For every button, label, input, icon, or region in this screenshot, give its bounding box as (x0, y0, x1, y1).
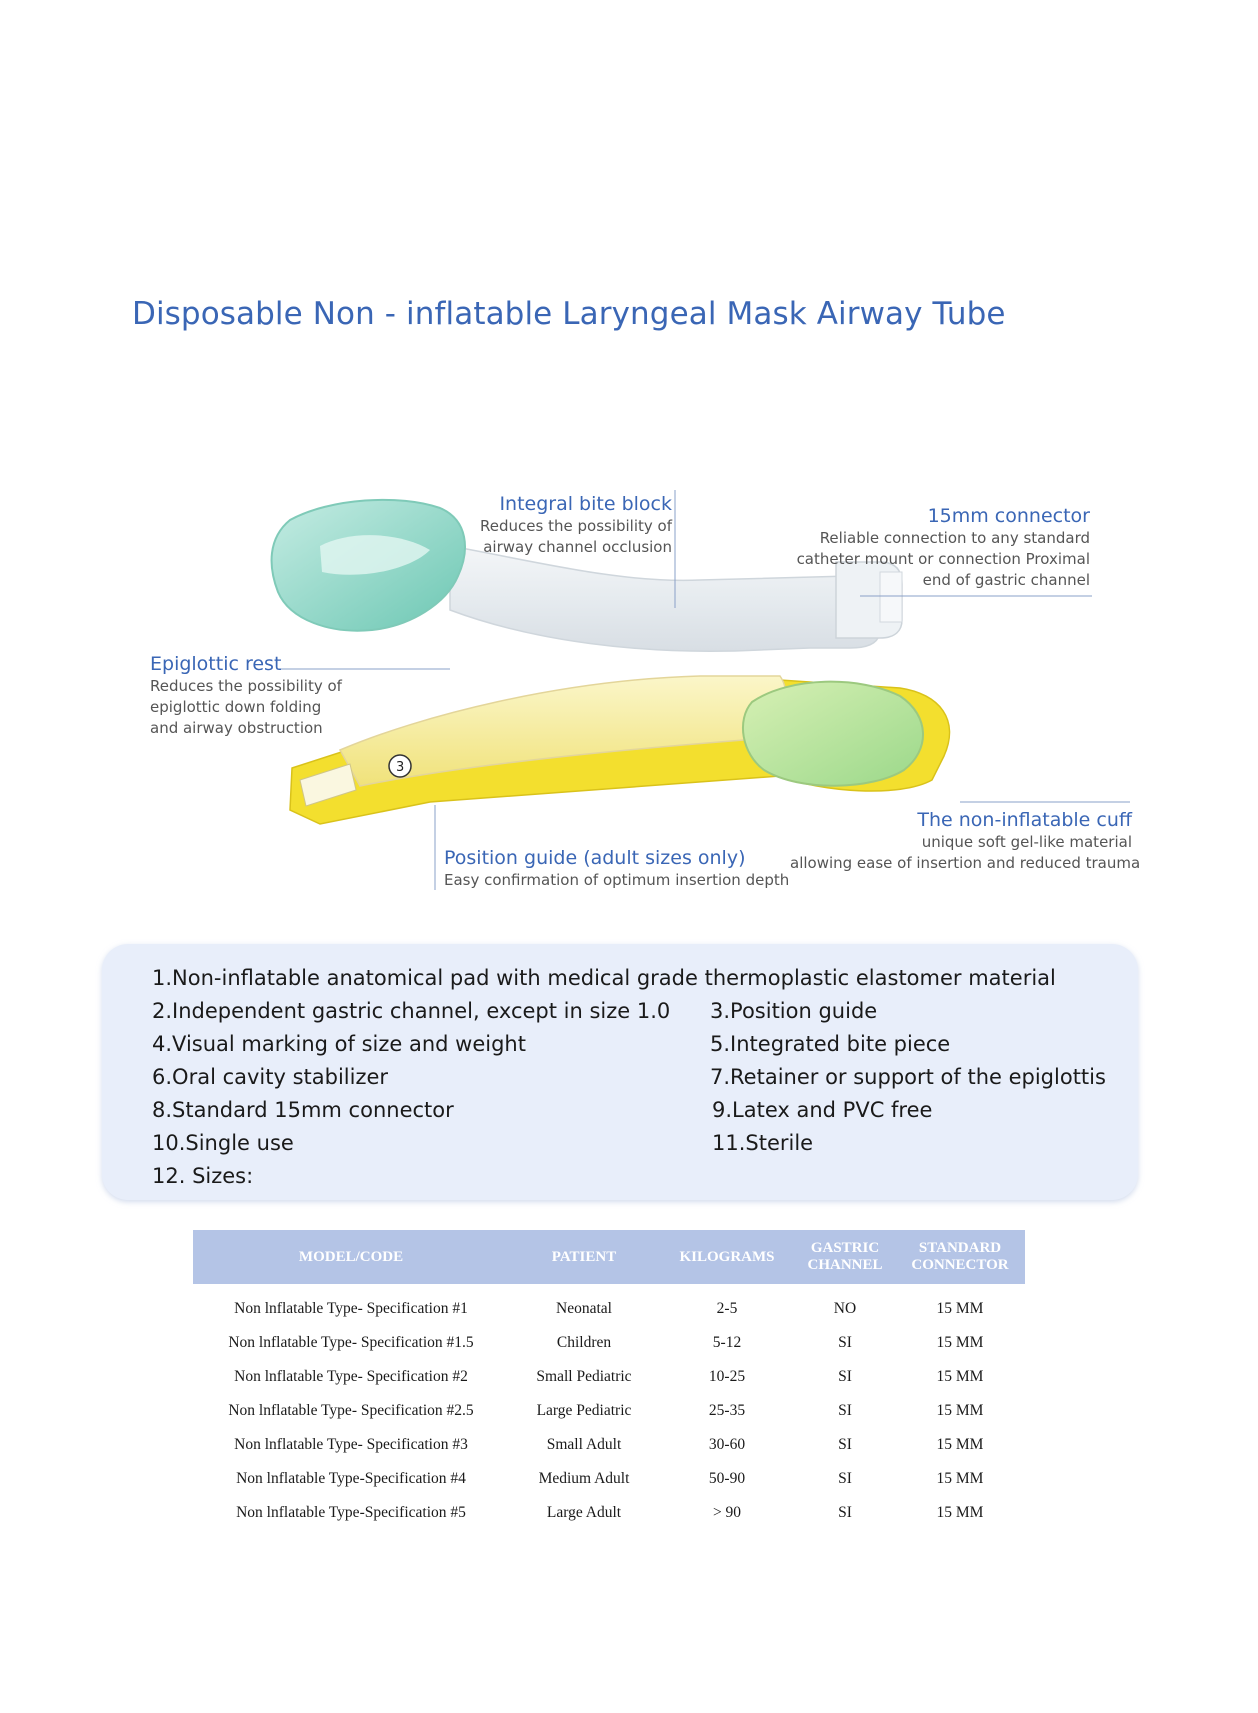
callout-title: Integral bite block (499, 493, 672, 515)
cell-connector: 15 MM (936, 1470, 984, 1487)
cell-patient: Large Pediatric (536, 1402, 632, 1419)
cell-connector: 15 MM (936, 1402, 984, 1419)
page-title: Disposable Non - inflatable Laryngeal Mask Airway Tube (132, 296, 1006, 332)
cell-model: Non lnflatable Type- Specification #2.5 (228, 1402, 474, 1419)
table-row (193, 1496, 1025, 1530)
feature-item: 9.Latex and PVC free (712, 1098, 933, 1122)
callout-cuff (790, 808, 1141, 874)
cell-model: Non lnflatable Type- Specification #2 (234, 1368, 468, 1385)
cell-gastric: NO (833, 1300, 857, 1317)
sizes-table (193, 1230, 1025, 1530)
cell-connector: 15 MM (936, 1504, 984, 1521)
callout-bite-block (470, 492, 672, 558)
table-row (193, 1462, 1025, 1496)
cell-gastric: SI (838, 1504, 852, 1521)
callout-line: allowing ease of insertion and reduced trauma (790, 854, 1141, 872)
feature-item: 11.Sterile (712, 1131, 814, 1155)
cell-kilograms: 30-60 (708, 1436, 746, 1453)
cell-patient: Small Pediatric (536, 1368, 632, 1385)
callout-line: end of gastric channel (922, 571, 1090, 589)
callout-position-guide (444, 846, 789, 891)
table-row (193, 1360, 1025, 1394)
cell-gastric: SI (838, 1402, 852, 1419)
feature-item: 5.Integrated bite piece (710, 1032, 951, 1056)
cell-model: Non lnflatable Type- Specification #1 (234, 1300, 468, 1317)
cell-model: Non lnflatable Type-Specification #5 (236, 1504, 466, 1521)
callout-title: Epiglottic rest (150, 653, 282, 675)
cell-gastric: SI (838, 1368, 852, 1385)
header-model: MODEL/CODE (193, 1230, 509, 1284)
table-row (193, 1394, 1025, 1428)
feature-item: 12. Sizes: (152, 1164, 254, 1188)
feature-item: 2.Independent gastric channel, except in size 1.0 (152, 999, 671, 1023)
callout-line: Reliable connection to any standard (819, 529, 1090, 547)
cell-kilograms: 5-12 (712, 1334, 742, 1351)
product-illustration (0, 480, 1258, 920)
cell-patient: Medium Adult (538, 1470, 630, 1487)
callout-line: Reduces the possibility of (150, 677, 342, 695)
callout-line: Reduces the possibility of (480, 517, 672, 535)
cell-patient: Small Adult (546, 1436, 622, 1453)
cell-patient: Large Adult (546, 1504, 622, 1521)
callout-title: Position guide (adult sizes only) (444, 847, 746, 869)
table-row (193, 1284, 1025, 1326)
table-row (193, 1326, 1025, 1360)
callout-line: unique soft gel-like material (921, 833, 1132, 851)
cell-kilograms: 50-90 (708, 1470, 746, 1487)
feature-item: 4.Visual marking of size and weight (152, 1032, 526, 1056)
callout-connector (780, 504, 1090, 591)
cell-connector: 15 MM (936, 1436, 984, 1453)
cell-kilograms: 25-35 (708, 1402, 746, 1419)
callout-line: and airway obstruction (150, 719, 323, 737)
cell-kilograms: 10-25 (708, 1368, 746, 1385)
cell-model: Non lnflatable Type- Specification #3 (234, 1436, 468, 1453)
callout-line: airway channel occlusion (483, 538, 672, 556)
callout-line: Easy confirmation of optimum insertion depth (444, 871, 790, 889)
callout-epiglottic (150, 652, 342, 739)
cell-connector: 15 MM (936, 1300, 984, 1317)
cell-connector: 15 MM (936, 1368, 984, 1385)
callout-title: The non-inflatable cuff (917, 809, 1132, 831)
table-header-row (193, 1230, 1025, 1284)
cell-gastric: SI (838, 1470, 852, 1487)
cell-gastric: SI (838, 1436, 852, 1453)
cell-kilograms: > 90 (712, 1504, 742, 1521)
feature-item: 1.Non-inflatable anatomical pad with medical grade thermoplastic elastomer material (152, 966, 1056, 990)
cell-gastric: SI (838, 1334, 852, 1351)
cell-kilograms: 2-5 (716, 1300, 738, 1317)
feature-item: 7.Retainer or support of the epiglottis (710, 1065, 1106, 1089)
cell-model: Non lnflatable Type-Specification #4 (236, 1470, 466, 1487)
header-connector: STANDARD CONNECTOR (895, 1230, 1025, 1284)
feature-item: 10.Single use (152, 1131, 294, 1155)
cell-patient: Children (556, 1334, 612, 1351)
callout-line: epiglottic down folding (150, 698, 322, 716)
svg-text:3: 3 (396, 760, 405, 775)
cell-connector: 15 MM (936, 1334, 984, 1351)
table-row (193, 1428, 1025, 1462)
cell-patient: Neonatal (556, 1300, 612, 1317)
lower-device (290, 676, 950, 824)
header-kilograms: KILOGRAMS (659, 1230, 795, 1284)
callout-title: 15mm connector (927, 505, 1090, 527)
header-gastric: GASTRIC CHANNEL (795, 1230, 895, 1284)
feature-item: 3.Position guide (710, 999, 878, 1023)
header-patient: PATIENT (509, 1230, 659, 1284)
cell-model: Non lnflatable Type- Specification #1.5 (228, 1334, 474, 1351)
feature-item: 8.Standard 15mm connector (152, 1098, 454, 1122)
callout-line: catheter mount or connection Proximal (796, 550, 1090, 568)
feature-item: 6.Oral cavity stabilizer (152, 1065, 389, 1089)
